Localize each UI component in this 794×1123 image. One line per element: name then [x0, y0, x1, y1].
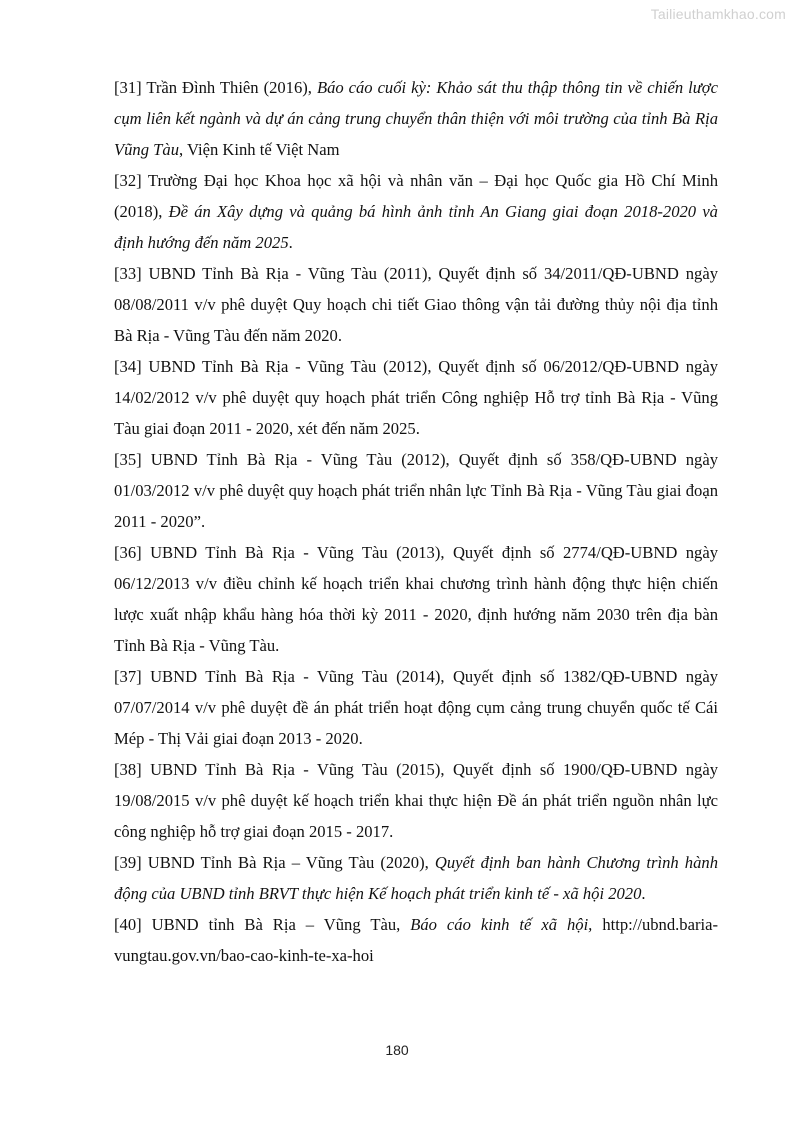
- reference-37: [37] UBND Tỉnh Bà Rịa - Vũng Tàu (2014), Quyết định số 1382/QĐ-UBND ngày 07/07/2014 v/v phê duyệt đề án phát triển hoạt động cụm cảng trung chuyển quốc tế Cái Mép - Thị Vải giai đoạn 2013 - 2020.: [114, 667, 718, 748]
- reference-list: [114, 72, 718, 971]
- reference-36: [36] UBND Tỉnh Bà Rịa - Vũng Tàu (2013), Quyết định số 2774/QĐ-UBND ngày 06/12/2013 v/v điều chỉnh kế hoạch triển khai chương trình hành động thực hiện chiến lược xuất nhập khẩu hàng hóa thời kỳ 2011 - 2020, định hướng năm 2030 trên địa bàn Tỉnh Bà Rịa - Vũng Tàu.: [114, 543, 718, 655]
- watermark: Tailieuthamkhao.com: [650, 6, 786, 22]
- reference-38: [38] UBND Tỉnh Bà Rịa - Vũng Tàu (2015), Quyết định số 1900/QĐ-UBND ngày 19/08/2015 v/v phê duyệt kế hoạch triển khai thực hiện Đề án phát triển nguồn nhân lực công nghiệp hỗ trợ giai đoạn 2015 - 2017.: [114, 760, 718, 841]
- reference-31: [31] Trần Đình Thiên (2016), Báo cáo cuối kỳ: Khảo sát thu thập thông tin về chiến lược cụm liên kết ngành và dự án cảng trung chuyển thân thiện với môi trường của tỉnh Bà Rịa Vũng Tàu, Viện Kinh tế Việt Nam: [114, 78, 719, 159]
- reference-34: [34] UBND Tỉnh Bà Rịa - Vũng Tàu (2012), Quyết định số 06/2012/QĐ-UBND ngày 14/02/2012 v/v phê duyệt quy hoạch phát triển Công nghiệp Hỗ trợ tỉnh Bà Rịa - Vũng Tàu giai đoạn 2011 - 2020, xét đến năm 2025.: [114, 357, 718, 438]
- reference-32: [32] Trường Đại học Khoa học xã hội và nhân văn – Đại học Quốc gia Hồ Chí Minh (2018), Đề án Xây dựng và quảng bá hình ảnh tỉnh An Giang giai đoạn 2018-2020 và định hướng đến năm 2025.: [114, 171, 718, 252]
- reference-35: [35] UBND Tỉnh Bà Rịa - Vũng Tàu (2012), Quyết định số 358/QĐ-UBND ngày 01/03/2012 v/v phê duyệt quy hoạch phát triển nhân lực Tỉnh Bà Rịa - Vũng Tàu giai đoạn 2011 - 2020”.: [114, 450, 718, 531]
- page-number: 180: [385, 1042, 409, 1058]
- reference-33: [33] UBND Tỉnh Bà Rịa - Vũng Tàu (2011), Quyết định số 34/2011/QĐ-UBND ngày 08/08/2011 v/v phê duyệt Quy hoạch chi tiết Giao thông vận tải đường thủy nội địa tỉnh Bà Rịa - Vũng Tàu đến năm 2020.: [114, 264, 718, 345]
- reference-39: [39] UBND Tỉnh Bà Rịa – Vũng Tàu (2020), Quyết định ban hành Chương trình hành động của UBND tỉnh BRVT thực hiện Kế hoạch phát triển kinh tế - xã hội 2020.: [114, 853, 718, 903]
- reference-40: [40] UBND tỉnh Bà Rịa – Vũng Tàu, Báo cáo kinh tế xã hội, http://ubnd.baria-vungtau.gov.vn/bao-cao-kinh-te-xa-hoi: [114, 915, 718, 965]
